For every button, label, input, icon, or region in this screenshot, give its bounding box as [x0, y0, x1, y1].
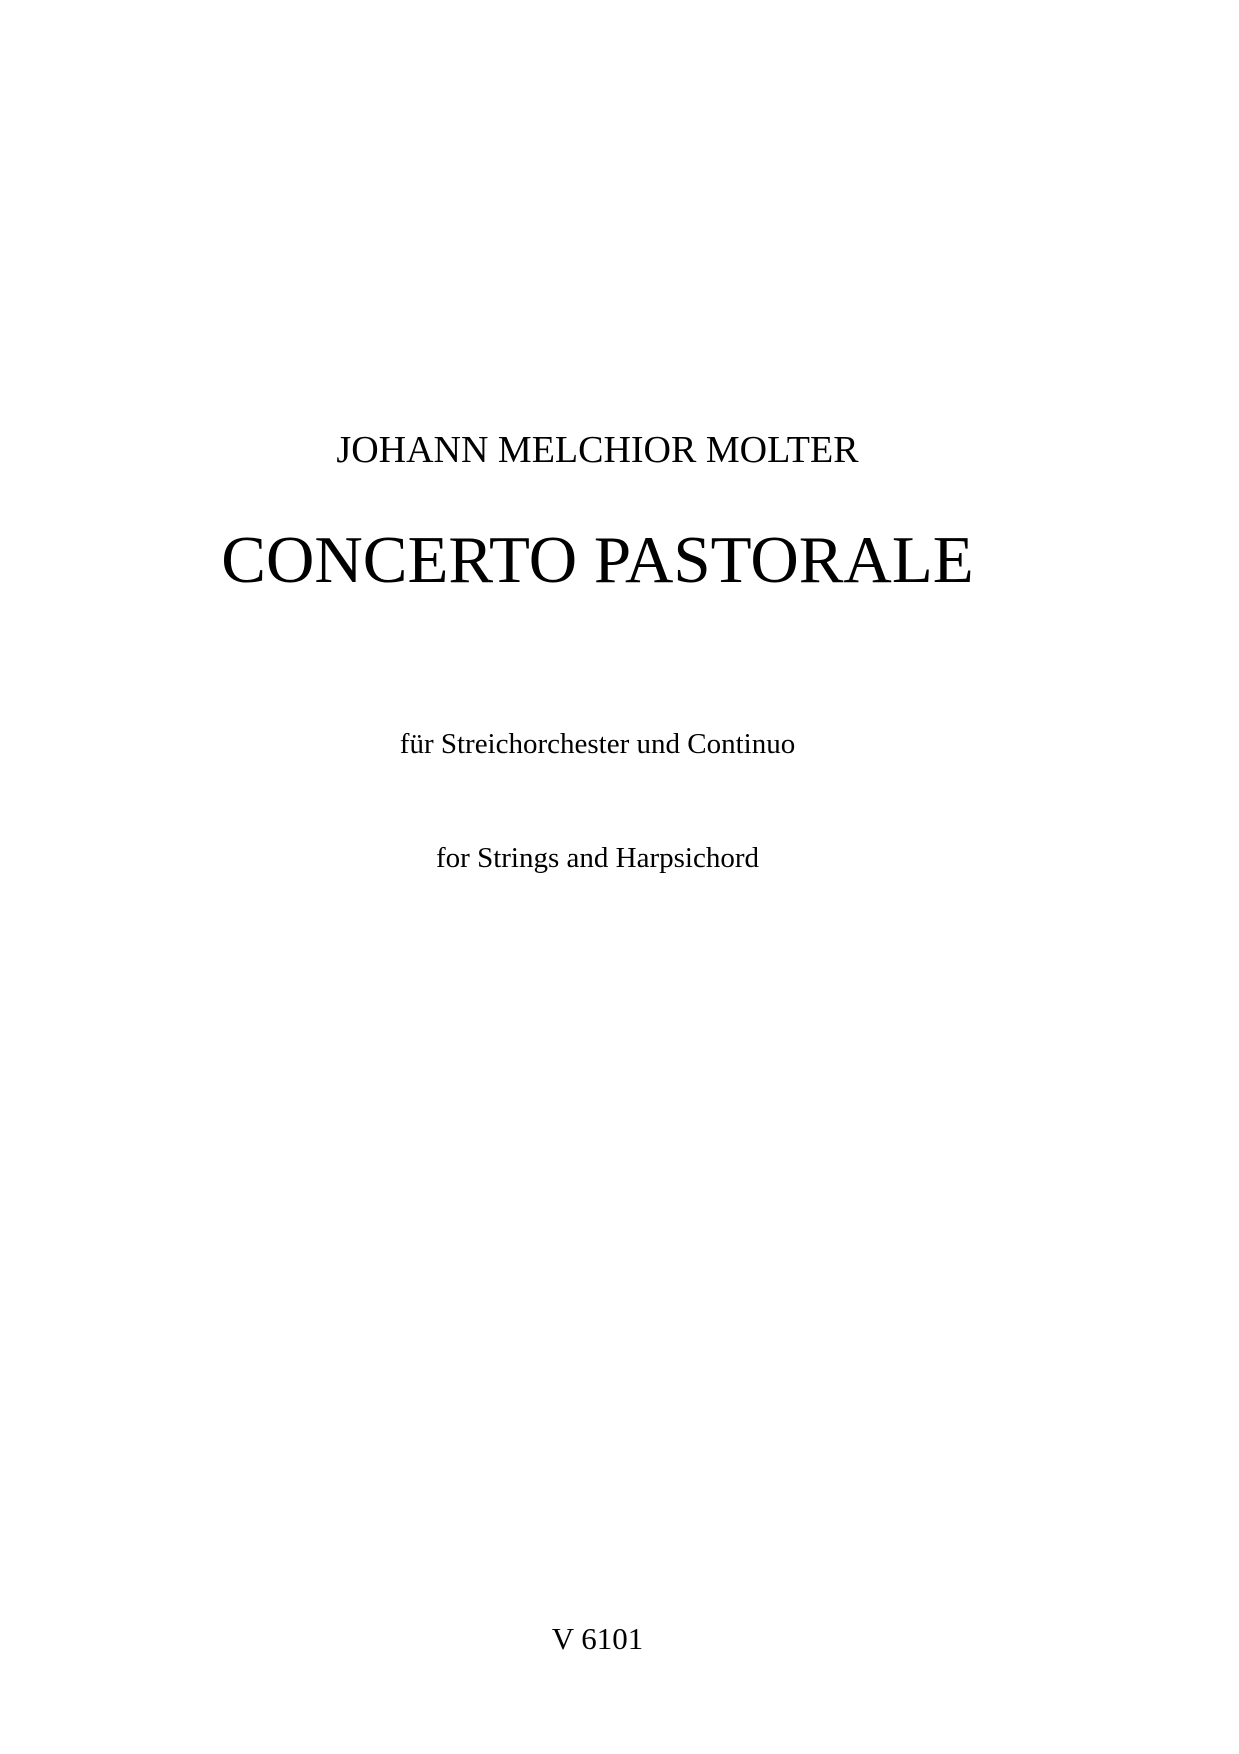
subtitle-english: for Strings and Harpsichord [436, 842, 759, 874]
plate-number: V 6101 [551, 1621, 644, 1656]
work-title: CONCERTO PASTORALE [221, 523, 974, 597]
subtitle [0, 649, 1195, 953]
subtitle-german: für Streichorchester und Continuo [399, 728, 796, 760]
composer-name: JOHANN MELCHIOR MOLTER [336, 429, 859, 471]
